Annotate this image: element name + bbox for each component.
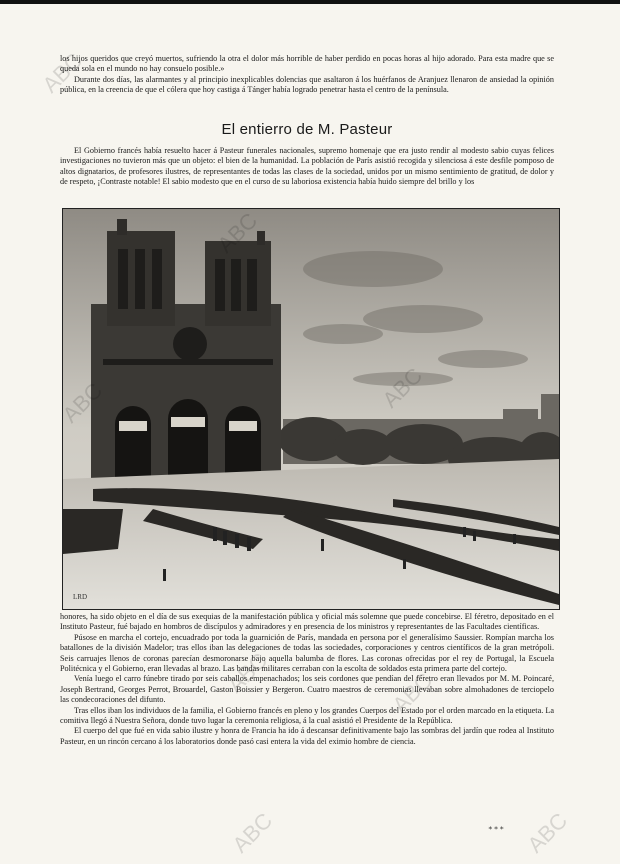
body-paragraph: honores, ha sido objeto en el día de sus exequias de la manifestación pública y oficial más solemne que puede concebirse. El féretro, depositado en el Instituto Pasteur, fué bajado en hombros de discípulos y admiradores y en presencia de los ministros y representantes de las Facultades científicas.	[60, 612, 554, 632]
end-mark: ∗∗∗	[488, 824, 506, 832]
notre-dame-funeral-photo	[62, 208, 560, 610]
body-paragraph: El cuerpo del que fué en vida sabio ilustre y honra de Francia ha ido á descansar definitivamente bajo las sombras del jardín que rodea al Instituto Pasteur, en un rincón cercano á los laboratorios donde pasó casi entera la vida del eximio hombre de ciencia.	[60, 726, 554, 746]
article-body	[60, 612, 554, 747]
article-title: El entierro de M. Pasteur	[221, 121, 393, 138]
watermark: ABC	[37, 47, 88, 98]
top-rule	[0, 0, 620, 4]
body-paragraph: Tras ellos iban los individuos de la familia, el Gobierno francés en pleno y los grandes Cuerpos del Estado por el orden marcado en la etiqueta. La comitiva llegó á Nuestra Señora, donde tuvo lugar la ceremonia religiosa, á la cual asistió el Presidente de la República.	[60, 705, 554, 726]
watermark: ABC	[522, 807, 573, 858]
body-paragraph: Venía luego el carro fúnebre tirado por seis caballos empenachados; los seis cordones que pendían del féretro eran llevados por M. M. Poincaré, Joseph Bertrand, Georges Perrot, Brouardel, Gaston Boissier y Bergeron. Cuatro maestros de ceremonias llevaban sobre almohadones de terciopelo las condecoraciones del difunto.	[60, 674, 554, 705]
photo-signature: LRD	[73, 593, 87, 601]
lead-paragraph: El Gobierno francés había resuelto hacer á Pasteur funerales nacionales, supremo homenaje que era justo rendir al modesto sabio cuyas felices investigaciones no tuvieron más que un objeto: el bien de la humanidad. La población de París asistió recogida y silenciosa á este desfile pomposo de altos dignatarios, de profesores ilustres, de representantes de todas las clases de la sociedad, unidos por un mismo sentimiento de gratitud, de dolor y de respeto, ¡Contraste notable! El sabio modesto que en el curso de su laboriosa existencia había huido siempre del brillo y los	[60, 146, 554, 187]
watermark: ABC	[227, 807, 278, 858]
watermark: ABC	[222, 647, 273, 698]
intro-paragraph: los hijos queridos que creyó muertos, sufriendo la otra el dolor más horrible de haber perdido en pocas horas al hijo adorado. Para esta madre que se queda sola en el mundo no hay consuelo posible.»	[60, 54, 554, 74]
intro-text	[60, 54, 554, 96]
article-lead	[60, 146, 554, 188]
intro-paragraph: Durante dos días, las alarmantes y al principio inexplicables dolencias que asaltaron á los huérfanos de Aranjuez llenaron de ansiedad la opinión pública, en la creencia de que el cólera que hoy castiga á Tánger había logrado penetrar hasta el centro de la península.	[60, 74, 554, 95]
body-paragraph: Púsose en marcha el cortejo, encuadrado por toda la guarnición de París, mandada en persona por el generalísimo Saussier. Rompían marcha los batallones de la división Madelor; tras ellos iban las delegaciones de todas las sociedades, corporaciones y centros científicos de la gran metrópoli. Seis carruajes llenos de coronas parecían desmoronarse bajo aquella balumba de flores. Las coronas ofrecidas por el rey de Portugal, la Escuela Politécnica y el Gobierno, eran llevadas al brazo. Las bandas militares cerraban con la escolta de soldados esta primera parte del cortejo.	[60, 632, 554, 674]
watermark: ABC	[387, 667, 438, 718]
